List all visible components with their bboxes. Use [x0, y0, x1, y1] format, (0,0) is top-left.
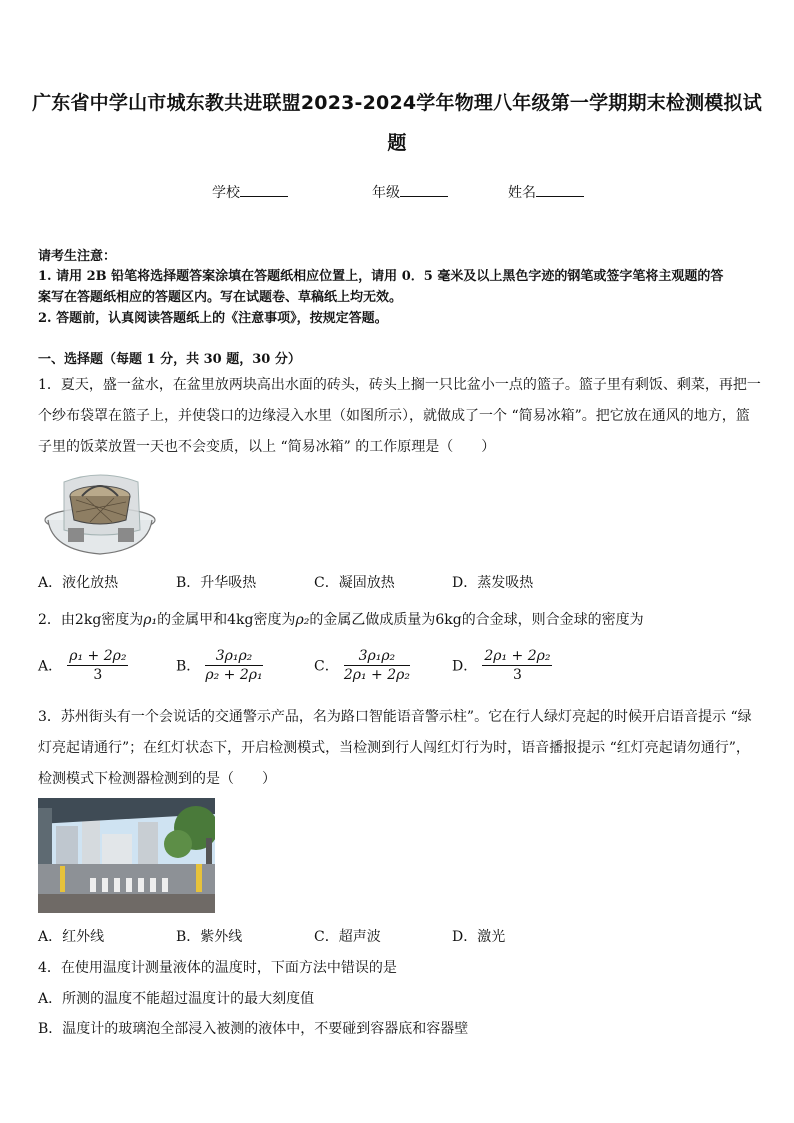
q2-option-b-label: B．	[176, 658, 201, 675]
building-3	[138, 822, 158, 866]
section-heading: 一、选择题（每题 1 分，共 30 题，30 分）	[38, 352, 301, 367]
notice-heading: 请考生注意：	[38, 249, 117, 264]
building-4	[102, 834, 132, 866]
q1-stem-line3: 子里的饭菜放置一天也不会变质，以上 “简易冰箱” 的工作原理是（ ）	[38, 439, 496, 455]
q2-text-1: 2．由	[38, 612, 75, 628]
notice-item-2: 2. 答题前，认真阅读答题纸上的《注意事项》，按规定答题。	[38, 311, 388, 326]
name-label: 姓名	[508, 185, 536, 201]
building-2	[82, 818, 100, 866]
q4-option-b[interactable]: B．温度计的玻璃泡全部浸入被测的液体中，不要碰到容器底和容器壁	[38, 1021, 469, 1037]
q2-option-c[interactable]	[314, 648, 410, 683]
name-blank[interactable]	[536, 184, 584, 197]
name-field	[508, 182, 584, 202]
q2-mass-1: 2kg	[74, 612, 102, 628]
page-title-continued: 题	[387, 132, 407, 154]
q2-option-d[interactable]	[452, 648, 552, 683]
q2-text-5: 的金属乙做成质量为	[309, 612, 436, 628]
notice-item-1: 1. 请用 2B 铅笔将选择题答案涂填在答题纸相应位置上，请用 0．5 毫米及以上黑色字迹的钢笔或签字笔将主观题的答	[38, 269, 724, 284]
brick-right	[118, 528, 134, 542]
q2-option-b[interactable]	[176, 648, 263, 683]
q3-option-b[interactable]: B．紫外线	[176, 929, 243, 945]
q3-figure-street-photo	[38, 798, 215, 913]
notice-item-1-cont: 案写在答题纸相应的答题区内。写在试题卷、草稿纸上均无效。	[38, 290, 403, 305]
q2-option-a[interactable]	[38, 648, 128, 683]
fraction-numerator: 2ρ₁ + 2ρ₂	[484, 648, 551, 664]
q3-option-d[interactable]: D．激光	[452, 929, 506, 945]
warning-post-right	[196, 864, 202, 892]
q1-option-c[interactable]: C．凝固放热	[314, 575, 395, 591]
brick-left	[68, 528, 84, 542]
grade-label: 年级	[372, 185, 400, 201]
q2-text-3: 的金属甲和	[157, 612, 228, 628]
fraction-numerator: ρ₁ + 2ρ₂	[69, 648, 127, 664]
q3-stem-line1: 3．苏州街头有一个会说话的交通警示产品，名为路口智能语音警示柱”。它在行人绿灯亮起的时候开启语音提示 “绿	[38, 709, 752, 725]
fraction-numerator: 3ρ₁ρ₂	[205, 648, 262, 666]
grade-field	[372, 182, 448, 202]
q2-stem	[38, 609, 644, 629]
fraction-denominator: 2ρ₁ + 2ρ₂	[343, 667, 410, 683]
q1-option-a[interactable]: A．液化放热	[38, 575, 119, 591]
q2-option-a-fraction	[67, 648, 128, 683]
q3-stem-line3: 检测模式下检测器检测到的是（ ）	[38, 771, 276, 787]
q2-option-c-label: C．	[314, 658, 339, 675]
q2-option-d-label: D．	[452, 658, 478, 675]
q3-option-c[interactable]: C．超声波	[314, 929, 381, 945]
q2-rho1: ρ₁	[143, 612, 158, 628]
q2-option-d-fraction	[482, 648, 552, 683]
q2-option-b-fraction	[205, 648, 262, 683]
fraction-denominator: ρ₂ + 2ρ₁	[205, 667, 263, 683]
school-field	[212, 182, 288, 202]
q3-option-a[interactable]: A．红外线	[38, 929, 105, 945]
q2-text-6: 的合金球，则合金球的密度为	[461, 612, 644, 628]
grade-blank[interactable]	[400, 184, 448, 197]
q1-option-d[interactable]: D．蒸发吸热	[452, 575, 534, 591]
q2-option-c-fraction	[344, 648, 410, 683]
q2-rho2: ρ₂	[295, 612, 310, 628]
building-1	[56, 826, 78, 866]
fraction-numerator: 3ρ₁ρ₂	[344, 648, 410, 666]
q1-option-b[interactable]: B．升华吸热	[176, 575, 257, 591]
basket	[70, 496, 130, 524]
fraction-denominator: 3	[93, 667, 103, 683]
q2-text-4: 密度为	[253, 612, 296, 628]
q1-stem-line2: 个纱布袋罩在篮子上，并使袋口的边缘浸入水里（如图所示），就做成了一个 “简易冰箱”。把它放在通风的地方，篮	[38, 408, 750, 424]
q4-stem: 4．在使用温度计测量液体的温度时，下面方法中错误的是	[38, 960, 397, 976]
q1-stem-line1: 1．夏天，盛一盆水，在盆里放两块高出水面的砖头，砖头上搁一只比盆小一点的篮子。篮子里有剩饭、剩菜，再把一	[38, 377, 761, 393]
warning-post-left	[60, 866, 65, 892]
page-title: 广东省中学山市城东教共进联盟2023-2024学年物理八年级第一学期期末检测模拟试	[32, 92, 762, 114]
q1-figure-simple-fridge	[42, 470, 160, 560]
school-label: 学校	[212, 185, 240, 201]
q2-option-a-label: A．	[38, 658, 63, 675]
q3-stem-line2: 灯亮起请通行”；在红灯状态下，开启检测模式，当检测到行人闯红灯行为时，语音播报提示 “红灯亮起请勿通行”，	[38, 740, 750, 756]
sidewalk	[38, 894, 215, 913]
q4-option-a[interactable]: A．所测的温度不能超过温度计的最大刻度值	[38, 991, 315, 1007]
q2-mass-2: 4kg	[227, 612, 254, 628]
tree-right-2	[164, 830, 192, 858]
q2-text-2: 密度为	[101, 612, 144, 628]
school-blank[interactable]	[240, 184, 288, 197]
fraction-denominator: 3	[512, 667, 522, 683]
q2-mass-3: 6kg	[435, 612, 462, 628]
